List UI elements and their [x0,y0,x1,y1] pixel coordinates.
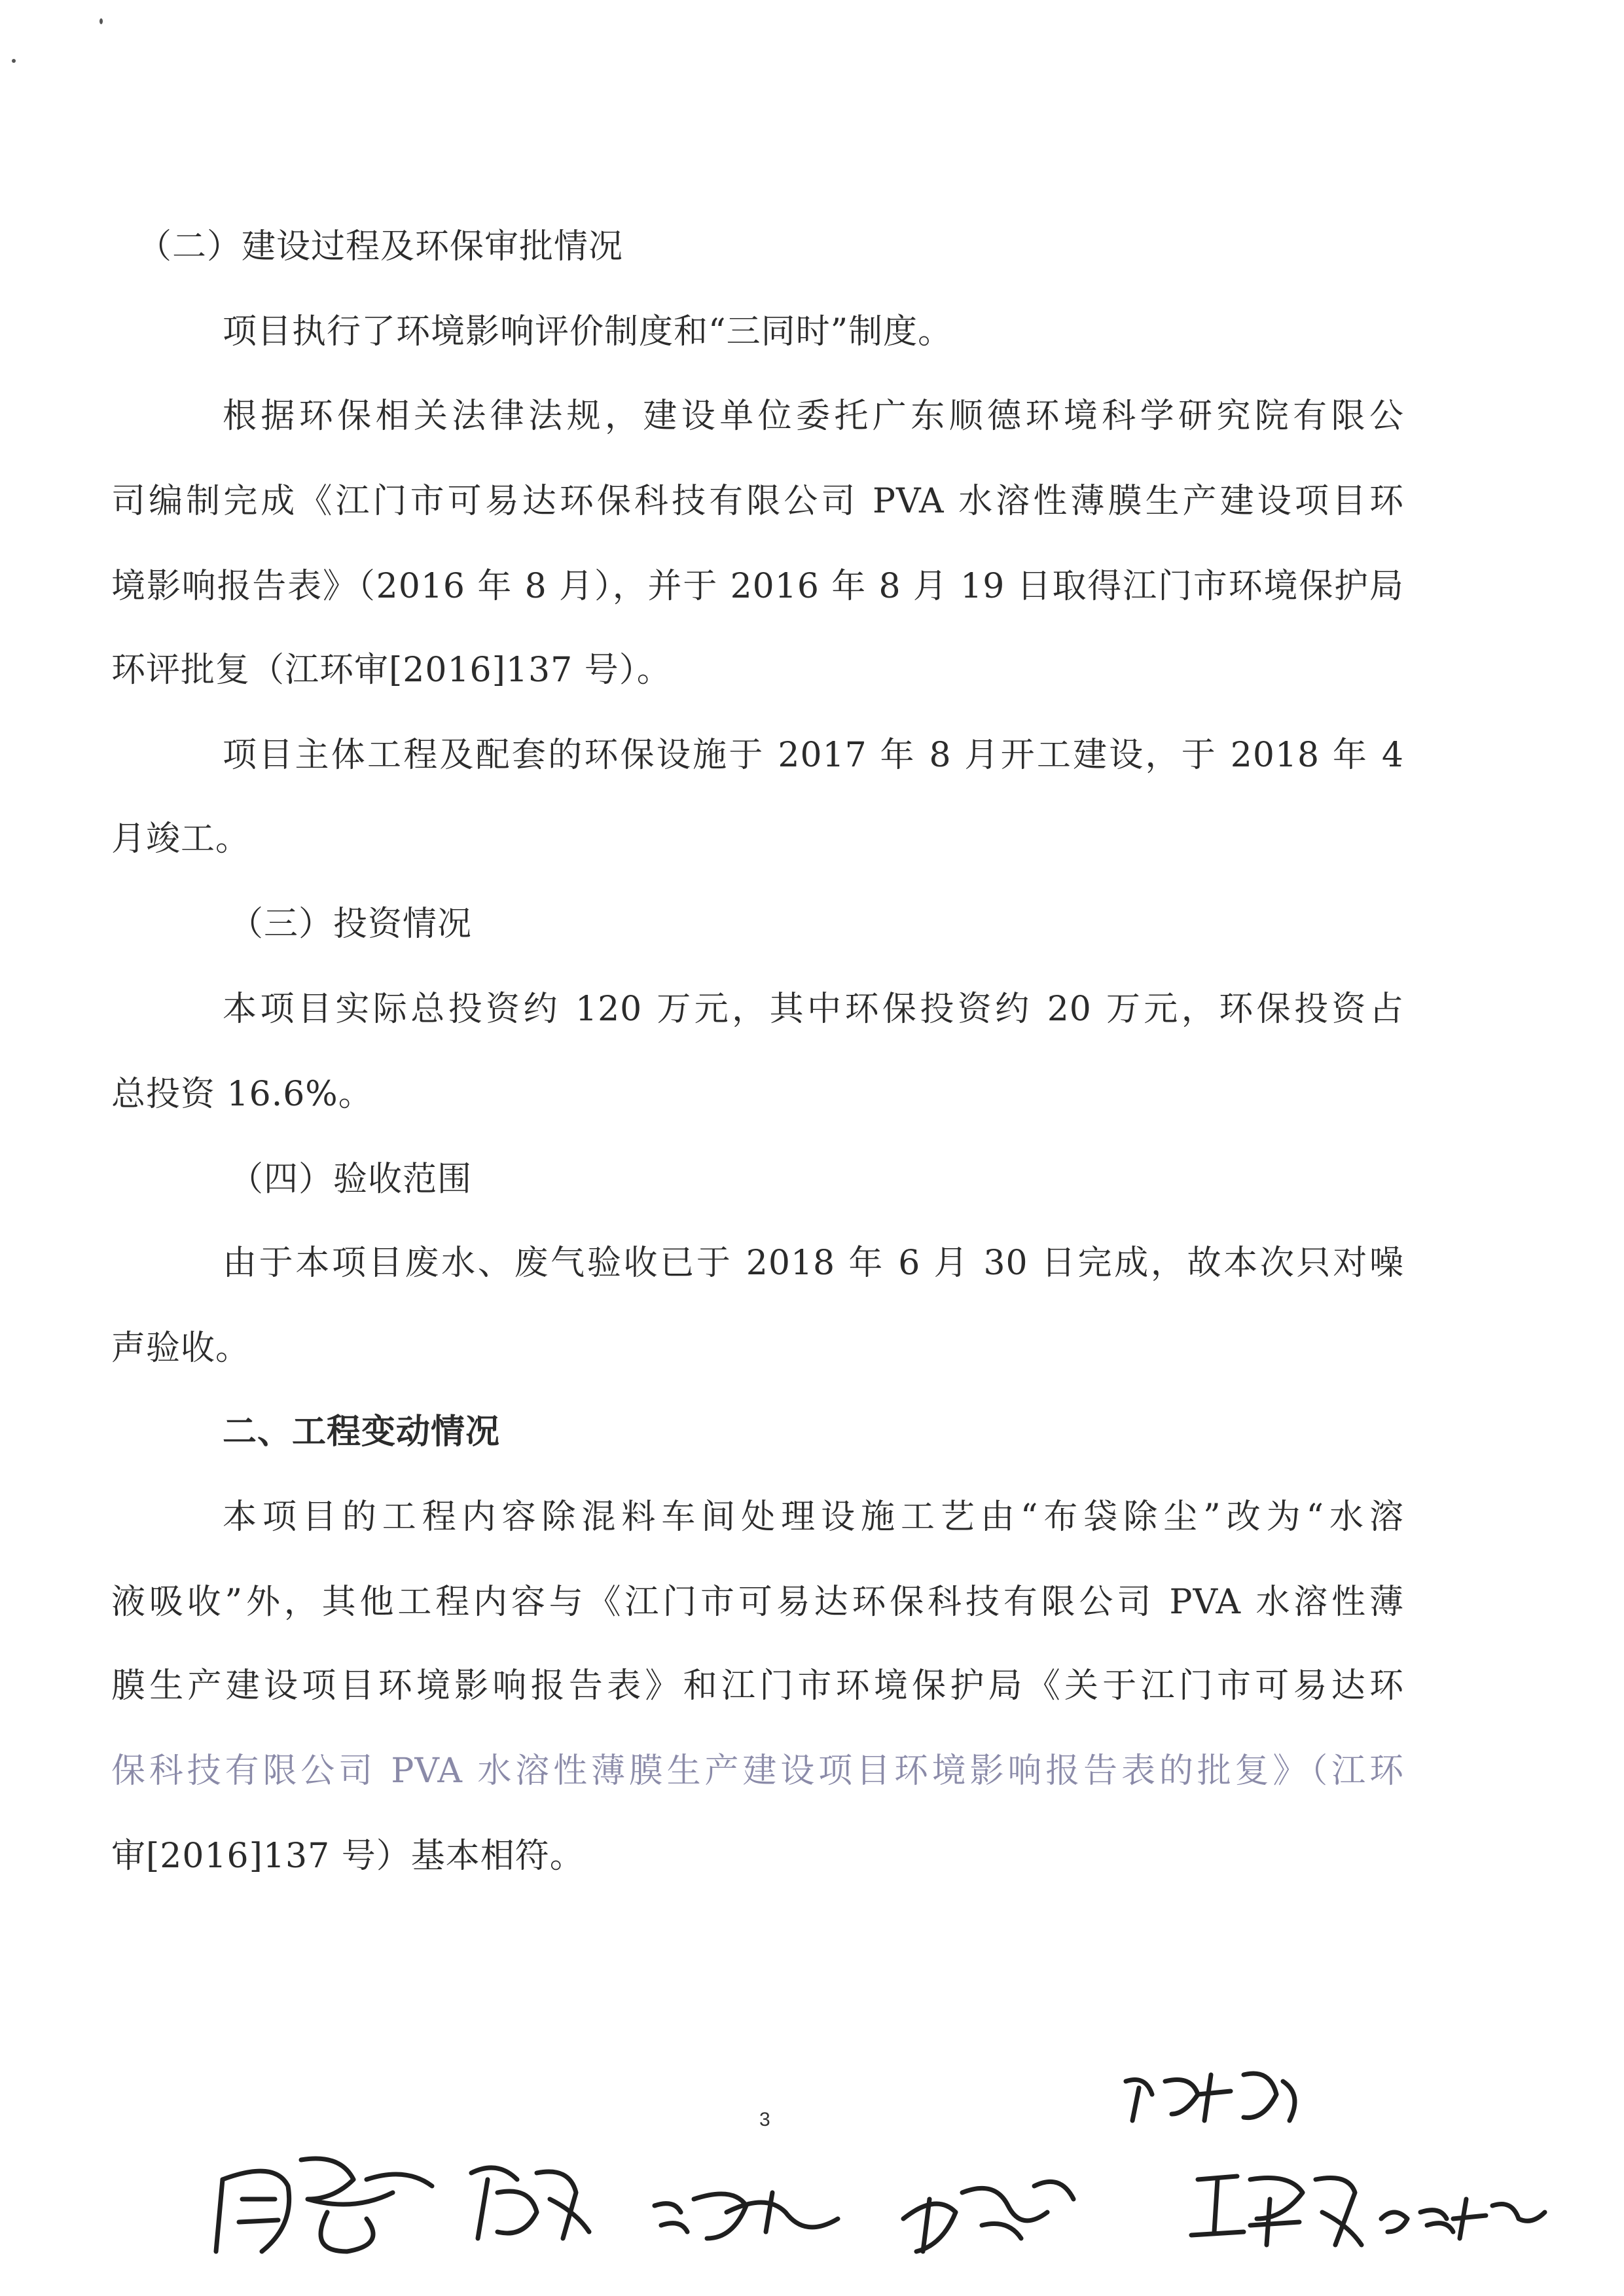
paragraph-line: 司编制完成《江门市可易达环保科技有限公司 PVA 水溶性薄膜生产建设项目环 [111,482,1404,521]
section-heading-investment: （三）投资情况 [229,905,473,944]
paragraph-line: 月竣工。 [111,819,251,859]
paragraph-line: 审[2016]137 号）基本相符。 [111,1837,585,1876]
paragraph-line: 项目主体工程及配套的环保设施于 2017 年 8 月开工建设，于 2018 年 4 [223,736,1404,775]
section-heading-construction: （二）建设过程及环保审批情况 [137,227,624,266]
scan-speck [12,59,16,63]
paragraph-line: 环评批复（江环审[2016]137 号）。 [111,651,672,690]
paragraph-line: 液吸收”外，其他工程内容与《江门市可易达环保科技有限公司 PVA 水溶性薄 [111,1583,1404,1622]
signature-3 [655,2193,838,2238]
page-number: 3 [759,2109,770,2130]
paragraph-eia-system: 项目执行了环境影响评价制度和“三同时”制度。 [223,312,953,351]
signature-7 [1381,2199,1545,2238]
section-heading-scope: （四）验收范围 [229,1160,473,1199]
paragraph-line: 由于本项目废水、废气验收已于 2018 年 6 月 30 日完成，故本次只对噪 [223,1244,1404,1283]
paragraph-line: 本项目实际总投资约 120 万元，其中环保投资约 20 万元，环保投资占 [223,990,1404,1029]
signatures [0,2029,1624,2296]
paragraph-line: 膜生产建设项目环境影响报告表》和江门市环境保护局《关于江门市可易达环 [111,1666,1404,1706]
section-heading-changes: 二、工程变动情况 [223,1412,501,1452]
paragraph-line: 根据环保相关法律法规，建设单位委托广东顺德环境科学研究院有限公 [223,397,1404,436]
signature-2 [471,2168,589,2238]
signature-4 [903,2181,1074,2251]
signature-6 [1191,2176,1362,2245]
paragraph-line: 保科技有限公司 PVA 水溶性薄膜生产建设项目环境影响报告表的批复》（江环 [111,1751,1404,1791]
paragraph-line: 声验收。 [111,1329,251,1368]
signature-5 [1126,2073,1295,2121]
paragraph-line: 总投资 16.6%。 [111,1075,373,1114]
signature-1 [216,2159,432,2251]
paragraph-line: 本项目的工程内容除混料车间处理设施工艺由“布袋除尘”改为“水溶 [223,1498,1404,1537]
paragraph-line: 境影响报告表》（2016 年 8 月），并于 2016 年 8 月 19 日取得江门市环境保护局 [111,567,1404,606]
scan-speck [99,18,103,24]
